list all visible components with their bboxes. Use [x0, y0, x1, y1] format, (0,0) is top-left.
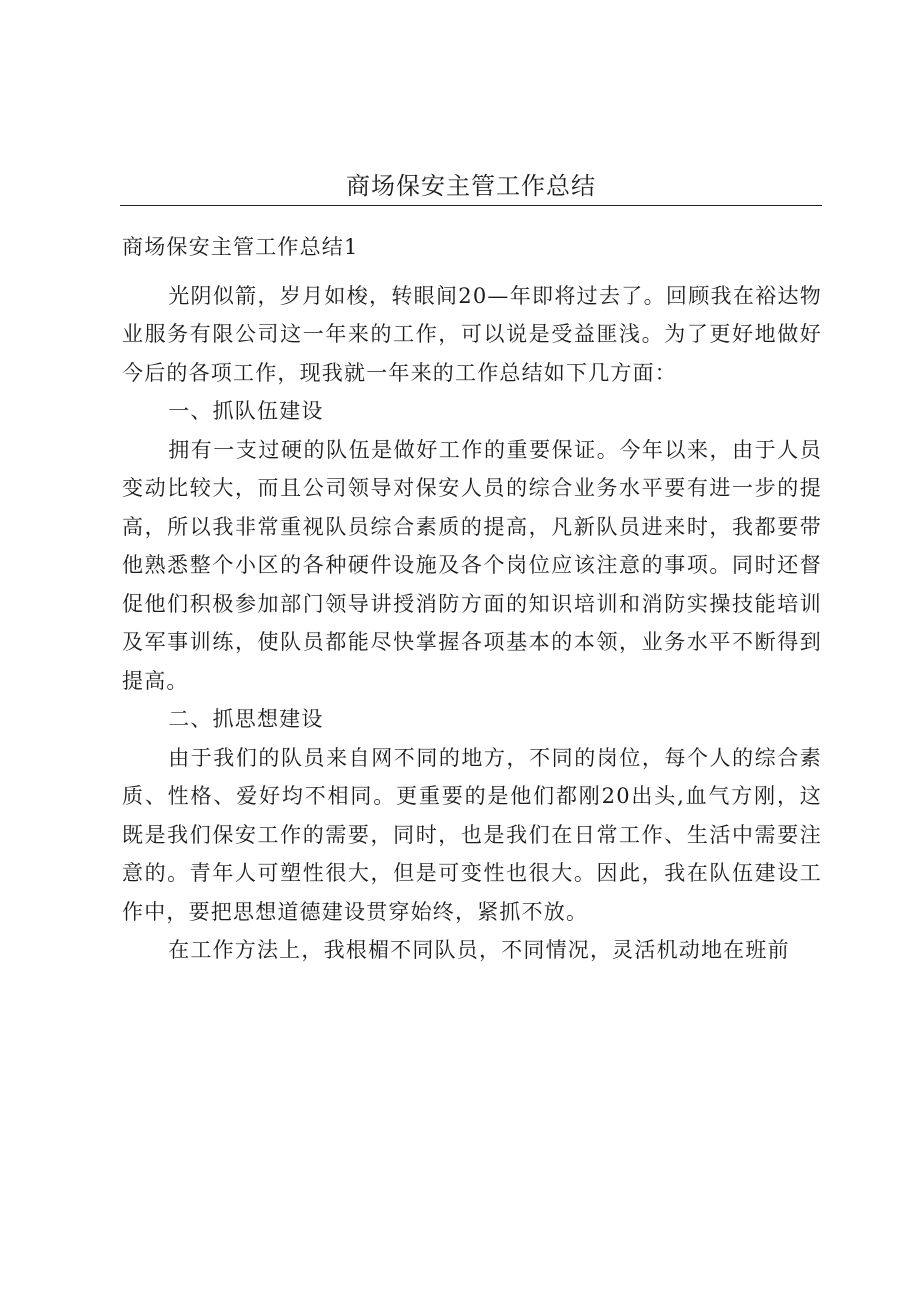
section-heading-team-building: 一、抓队伍建设: [168, 399, 324, 423]
section-heading-ideology-building: 二、抓思想建设: [168, 707, 324, 731]
paragraph-ideology-building: 由于我们的队员来自网不同的地方，不同的岗位，每个人的综合素质、性格、爱好均不相同。更重要的是他们都刚20出头,血气方刚，这既是我们保安工作的需要，同时，也是我们在日常工作、生活中需要注意的。青年人可塑性很大，但是可变性也很大。因此，我在队伍建设工作中，要把思想道德建设贯穿始终，紧抓不放。: [122, 745, 822, 924]
paragraph-work-method: 在工作方法上，我根楣不同队员，不同情况，灵活机动地在班前: [168, 938, 790, 962]
paragraph-team-building: 拥有一支过硬的队伍是做好工作的重要保证。今年以来，由于人员变动比较大，而且公司领导对保安人员的综合业务水平要有进一步的提高，所以我非常重视队员综合素质的提高，凡新队员进来时，我都要带他熟悉整个小区的各种硬件设施及各个岗位应该注意的事项。同时还督促他们积极参加部门领导讲授消防方面的知识培训和消防实操技能培训及军事训练，使队员都能尽快掌握各项基本的本领，业务水平不断得到提高。: [122, 437, 822, 693]
document-body: [122, 228, 822, 970]
section-subtitle: 商场保安主管工作总结1: [122, 235, 359, 259]
document-title: 商场保安主管工作总结: [346, 172, 596, 200]
paragraph-intro: 光阴似箭，岁月如梭，转眼间20—年即将过去了。回顾我在裕达物业服务有限公司这一年来的工作，可以说是受益匪浅。为了更好地做好今后的各项工作，现我就一年来的工作总结如下几方面：: [122, 283, 822, 385]
title-underline: [120, 205, 822, 206]
